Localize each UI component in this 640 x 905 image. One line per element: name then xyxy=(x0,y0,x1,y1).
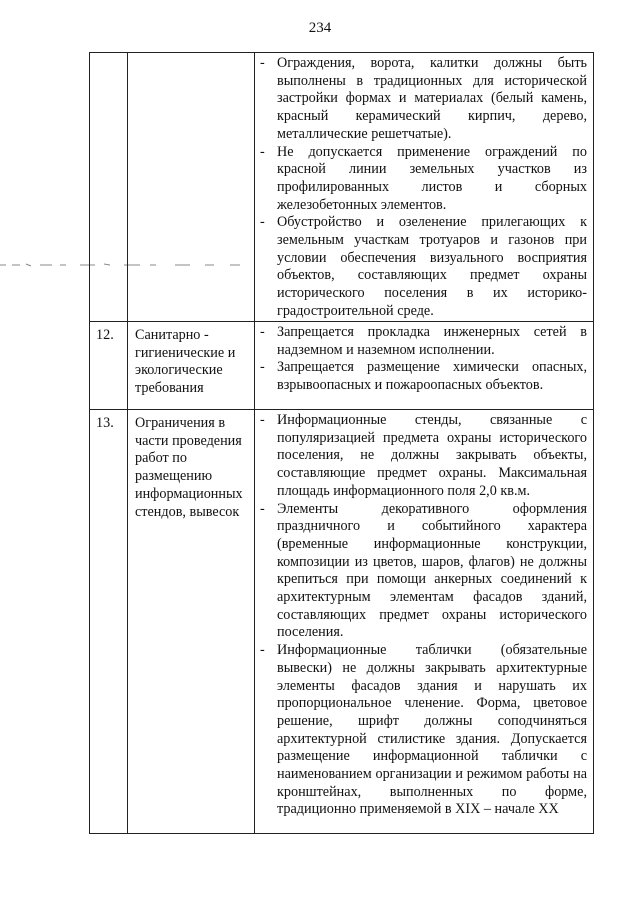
row-number: 12. xyxy=(90,322,128,410)
requirement-item xyxy=(260,214,587,320)
requirement-item xyxy=(260,501,587,643)
requirement-text: Элементы декоративного оформления праздничного и событийного характера (временные информационные конструкции, композиции из цветов, шаров, флагов) не должны крепиться при помощи анкерных соединений к архитектурным элементам фасадов зданий, составляющих предмет охраны исторического поселения. xyxy=(277,500,587,641)
row-number xyxy=(90,53,128,322)
requirement-item xyxy=(260,324,587,359)
row-requirements xyxy=(255,322,594,410)
row-requirements xyxy=(255,53,594,322)
table-row xyxy=(90,322,594,410)
bullet-dash: - xyxy=(260,143,265,160)
table-row xyxy=(90,53,594,322)
requirement-item xyxy=(260,144,587,215)
bullet-dash: - xyxy=(260,55,265,71)
bullet-dash: - xyxy=(260,359,265,376)
bullet-dash: - xyxy=(260,412,265,428)
requirement-text: Не допускается применение ограждений по красной линии земельных участков из профилированных листов и сборных железобетонных элементов. xyxy=(277,143,587,213)
bullet-dash: - xyxy=(260,500,265,517)
requirement-item xyxy=(260,412,587,501)
requirement-text: Ограждения, ворота, калитки должны быть выполнены в традиционных для исторической застройки формах и материалах (белый камень, красный керамический кирпич, дерево, металлические решетчатые). xyxy=(277,55,587,142)
requirement-text: Запрещается прокладка инженерных сетей в надземном и наземном исполнении. xyxy=(277,324,587,358)
requirement-text: Запрещается размещение химически опасных, взрывоопасных и пожароопасных объектов. xyxy=(277,359,587,394)
page-number: 234 xyxy=(308,20,332,36)
bullet-dash: - xyxy=(260,324,265,340)
regulations-table xyxy=(89,52,594,834)
table-row xyxy=(90,410,594,834)
requirement-text: Обустройство и озеленение прилегающих к земельным участкам тротуаров и газонов при условии обеспечения визуального восприятия объектов, составляющих предмет охраны исторического поселения в их историко-градостроительной среде. xyxy=(277,214,587,319)
bullet-dash: - xyxy=(260,642,265,659)
requirement-item xyxy=(260,55,587,144)
row-title: Санитарно - гигиенические и экологические требования xyxy=(128,322,255,410)
row-title xyxy=(128,53,255,322)
row-requirements xyxy=(255,410,594,834)
requirement-item xyxy=(260,359,587,394)
requirement-text: Информационные таблички (обязательные вывески) не должны закрывать архитектурные элементы фасадов здания и нарушать их пропорциональное членение. Форма, цветовое решение, шрифт должны соподчиняться архитектурной стилистике здания. Допускается размещение информационной таблички с наименованием организации и режимом работы на кронштейнах, выполненных по форме, традиционно применяемой в XIX – начале XX xyxy=(277,642,587,818)
row-number: 13. xyxy=(90,410,128,834)
bullet-dash: - xyxy=(260,214,265,231)
requirement-item xyxy=(260,642,587,819)
requirement-text: Информационные стенды, связанные с популяризацией предмета охраны исторического поселения, не должны закрывать объекты, составляющие предмет охраны. Максимальная площадь информационного поля 2,0 кв.м. xyxy=(277,412,587,499)
row-title: Ограничения в части проведения работ по размещению информационных стендов, вывесок xyxy=(128,410,255,834)
